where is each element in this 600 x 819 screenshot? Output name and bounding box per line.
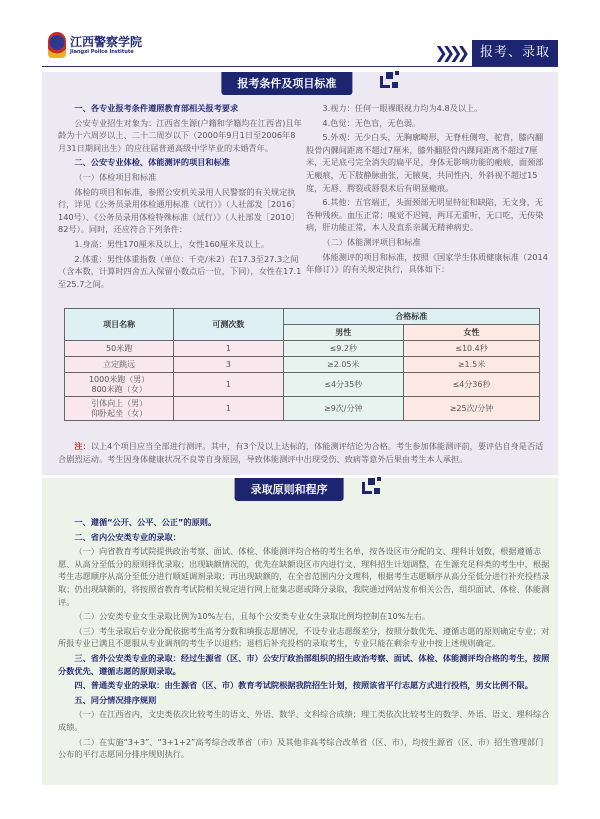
cell-male: ≤4分35秒 [283, 373, 404, 397]
paragraph: 公安专业招生对象为：江西省生源(户籍和学籍均在江西省)且年龄为十六周岁以上、二十二周岁以下（2000年9月1日至2006年8月31日期间出生）的应往届普通高级中学毕业的未婚青年。 [58, 117, 302, 153]
paragraph: 4.色觉：无色盲，无色弱。 [322, 117, 421, 128]
note-label: 注： [74, 441, 91, 451]
paragraph: （一）体检项目和标准 [74, 171, 157, 182]
paragraph: （三）考生录取后专业分配依据考生高考分数和填报志愿情况，不设专业志愿级差分，按照分数优先、遵循志愿的原则确定专业；对所报专业已满且不愿服从专业调剂的考生予以退档；退档后补充投档的录取考生，专业只能在剩余专业中按上述规则确定。 [58, 625, 550, 649]
paragraph: 6.其他：五官端正，头面颈部无明显特征和缺陷，无文身，无各种残疾。血压正常；嗅觉不迟钝，两耳无重听，无口吃，无传染病，肝功能正常，本人及直系亲属无精神病史。 [306, 197, 544, 233]
section-tab [434, 40, 558, 66]
col-header-male: 男性 [283, 325, 404, 341]
col-header-female: 女性 [404, 325, 540, 341]
paragraph: （一）在江西省内，文史类依次比较考生的语文、外语、数学、文科综合成绩；理工类依次比较考生的数学、外语、语文、理科综合成绩。 [58, 709, 550, 732]
cell-name: 引体向上（男） 仰卧起坐（女） [65, 397, 174, 421]
pixel-squares-icon [380, 70, 404, 94]
cell-times: 3 [174, 357, 283, 373]
section-heading: 一、遵循“公开、公平、公正”的原则。 [74, 517, 217, 527]
section-heading: 五、同分情况排序规则 [74, 694, 157, 705]
admission-text [58, 516, 550, 763]
section-heading: 一、各专业报考条件遵照教育部相关报考要求 [74, 103, 239, 113]
paragraph: （二）在实施“3+3”、“3+1+2”高考综合改革省（市）及其他非高考综合改革省（区、市），均按生源省（区、市）招生管理部门公布的平行志愿同分排序规则执行。 [58, 736, 544, 760]
table-note [58, 440, 548, 465]
pixel-squares-icon [362, 476, 386, 500]
col-header-times: 可测次数 [174, 309, 283, 341]
section-heading: 二、公安专业体检、体能测评的项目和标准 [74, 157, 230, 168]
table-row [65, 341, 540, 357]
cell-female: ≥1.5米 [404, 357, 540, 373]
cell-times: 1 [174, 397, 283, 421]
note-text: 以上4个项目应当全部进行测评。其中，有3个及以上达标的，体能测评结论为合格。考生参加体能测评前，要评估自身是否适合剧烈运动。考生因身体健康状况不良等自身原因，导致体能测评中出现受伤、致病等意外后果由考生本人承担。 [58, 441, 544, 464]
cell-male: ≤9.2秒 [283, 341, 404, 357]
table-row [65, 397, 540, 421]
section-heading: 二、省内公安类专业的录取： [74, 531, 181, 542]
cell-times: 1 [174, 341, 283, 357]
col-header-name: 项目名称 [65, 309, 174, 341]
section-heading: 三、省外公安类专业的录取：经过生源省（区、市）公安厅政治部组织的招生政治考察、面试、体检、体能测评均合格的考生，按照分数优先、遵循志愿的原则录取。 [58, 652, 550, 676]
section-heading: 四、普通类专业的录取：由生源省（区、市）教育考试院根据我院招生计划，按照该省平行志愿方式进行投档，男女比例不限。 [74, 680, 533, 691]
paragraph: 5.外观：无少白头，无胸廓畸形，无脊柱侧弯、驼背，膝内翻股骨内髁间距离不超过7厘米，膝外翻胫骨内踝间距离不超过7厘米，无足底弓完全消失的扁平足，身体无影响功能的瘢痕，面颈部无瘢痕，无下肢静脉曲张，无腋臭，共同性内、外斜视不超过15度，无唇、腭裂或唇裂术后有明显瘢痕。 [306, 132, 544, 193]
cell-female: ≥25次/分钟 [404, 397, 540, 421]
cell-female: ≤10.4秒 [404, 341, 540, 357]
section-title: 录取原则和程序 [235, 478, 344, 501]
paragraph: （二）公安类专业女生录取比例为10%左右，且每个公安类专业女生录取比例均控制在10%左右。 [74, 611, 431, 622]
fitness-standard-table [64, 308, 540, 421]
logo-name-en: Jiangxi Police Institute [70, 48, 134, 55]
logo-name-cn: 江西警察学院 [70, 34, 143, 49]
paragraph: 1.身高：男性170厘米及以上，女性160厘米及以上。 [74, 238, 270, 249]
section-title: 报考条件及项目标准 [221, 72, 352, 95]
paragraph: 3.视力：任何一眼裸眼视力均为4.8及以上。 [322, 103, 483, 113]
section-tab-label: 报考、录取 [472, 40, 558, 66]
paragraph: 2.体重：男性体重指数（单位：千克/米2）在17.3至27.3之间（含本数，计算时四舍五入保留小数点后一位，下同），女性在17.1至25.7之间。 [58, 253, 302, 289]
col-header-standard: 合格标准 [283, 309, 540, 325]
cell-name: 50米跑 [65, 341, 174, 357]
institute-logo [48, 32, 142, 58]
paragraph: （二）体能测评项目和标准 [322, 236, 421, 247]
cell-female: ≤4分36秒 [404, 373, 540, 397]
cell-name: 立定跳远 [65, 357, 174, 373]
admission-section [42, 478, 558, 785]
cell-name: 1000米跑（男） 800米跑（女） [65, 373, 174, 397]
paragraph: 体能测评的项目和标准，按照《国家学生体质健康标准（2014年修订）》的有关规定执行，具体如下： [306, 251, 548, 275]
page-header [42, 30, 558, 67]
paragraph: （一）向省教育考试院提供政治考察、面试、体检、体能测评均合格的考生名单，按各设区市分配的文、理科计划数，根据遵循志愿、从高分至低分的原则择优录取；出现缺额情况的，优先在缺额设区市内进行文、理科招生计划调整，在生源充足科类的考生中，根据考生志愿顺序从高分至低分进行顺延调剂录取；再出现缺额的，在全省范围内分文理科，根据考生志愿顺序从高分至低分进行补充投档录取；仍出现缺额的，将按照省教育考试院相关规定进行网上征集志愿或降分录取，我院通过网站发布相关公告，组织面试、体检、体能测评。 [58, 546, 550, 607]
right-column [306, 102, 550, 278]
chevrons-icon: ❯❯❯❯ [434, 42, 464, 62]
cell-times: 1 [174, 373, 283, 397]
police-badge-icon [48, 32, 66, 58]
requirements-section [42, 72, 558, 475]
table-row [65, 373, 540, 397]
left-column [58, 102, 302, 292]
cell-male: ≥2.05米 [283, 357, 404, 373]
cell-male: ≥9次/分钟 [283, 397, 404, 421]
paragraph: 体检的项目和标准，参照公安机关录用人民警察的有关规定执行，详见《公务员录用体检通用标准（试行）》（人社部发［2016］140号）、《公务员录用体检特殊标准（试行）》（人社部发［2010］82号）。同时，还应符合下列条件： [58, 186, 300, 235]
table-row [65, 357, 540, 373]
